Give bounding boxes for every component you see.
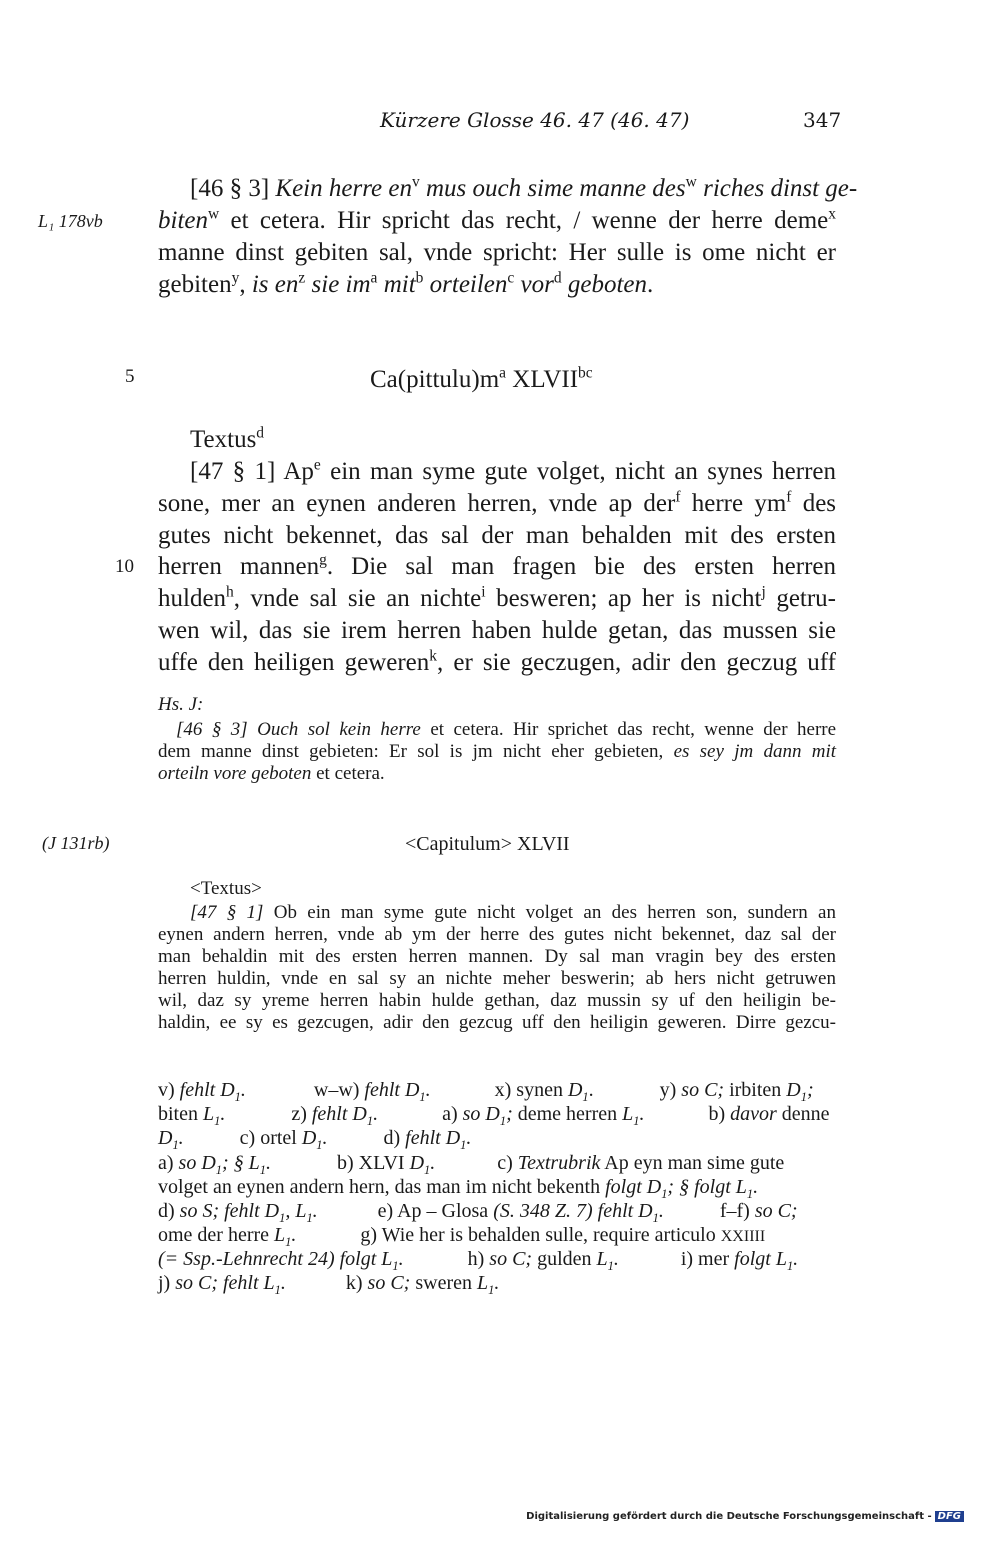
note-k2: k) so C; sweren $L_1$.	[345, 1272, 500, 1297]
hs-j-line-3: orteiln vore geboten et cetera.	[158, 763, 385, 784]
apparatus-line-8: (= Ssp.-Lehnrecht 24) folgt $L_1$. h) so C; gulden $L_1$. i) mer folgt $L_1$.	[158, 1248, 799, 1273]
note-f-f: f–f) so C;	[719, 1200, 798, 1222]
margin-ref-l1: L₁ 178vb	[38, 211, 103, 231]
hs-j-line-2: dem manne dinst gebieten: Er sol is jm nicht eher gebieten, es sey jm dann mit	[158, 741, 837, 762]
apparatus-line-6	[158, 1199, 836, 1223]
j-capitulum-heading: <Capitulum> XLVII	[405, 833, 570, 855]
j-text-line-1: [47 § 1] Ob ein man syme gute nicht volget an des herren son, sundern an	[190, 902, 836, 923]
apparatus-line-3: $D_1$. c) ortel $D_1$. d) fehlt $D_1$.	[158, 1127, 472, 1152]
main-line-9: hulden$^h$, vnde sal sie an nichte$^i$ besweren; ap her is nicht$^j$ getru-	[158, 583, 837, 612]
note-b2: b) XLVI $D_1$.	[336, 1152, 436, 1177]
hs-j-label: Hs. J:	[158, 694, 204, 715]
j-text-line-6: haldin, ee sy es gezcugen, adir den gezcug uff den heiligin geweren. Dirre gezcu-	[158, 1012, 836, 1033]
hs-j-line-1: [46 § 3] Ouch sol kein herre et cetera. Hir sprichet das recht, wenne der herre	[176, 719, 837, 740]
j-text-line-3: man behaldin mit des ersten herren mannen. Dy sal man vragin bey des ersten	[158, 946, 836, 967]
note-x: x) synen $D_1$.	[494, 1079, 594, 1104]
main-line-11: uffe den heiligen geweren$^k$, er sie geczugen, adir den geczug uff	[158, 647, 836, 676]
note-e2: e) Ap – Glosa (S. 348 Z. 7) fehlt $D_1$.	[377, 1200, 664, 1225]
chapter-heading: $Ca(pittulu)m^a$ $XLVII^{bc}$	[370, 364, 593, 393]
apparatus-line-4	[158, 1151, 836, 1175]
main-line-7: gutes nicht bekennet, das sal der man behalden mit des ersten	[158, 522, 836, 549]
page-number: 347	[803, 108, 842, 132]
dfg-credit	[526, 1511, 964, 1522]
dfg-logo: DFG	[935, 1511, 964, 1522]
main-line-2: biten$^w$ et cetera. Hir spricht das recht, / wenne der herre deme$^x$	[158, 205, 836, 234]
note-d: d) fehlt $D_1$.	[383, 1127, 472, 1152]
apparatus-line-5: volget an eynen andern hern, das man im nicht bekenth folgt $D_1$; § folgt $L_1$.	[158, 1176, 759, 1201]
line-number-10: 10	[115, 556, 134, 577]
apparatus-line-9	[158, 1271, 836, 1295]
note-y: y) so C; irbiten $D_1$;	[659, 1079, 814, 1104]
note-i2: i) mer folgt $L_1$.	[680, 1248, 799, 1273]
j-textus-heading: <Textus>	[190, 878, 262, 899]
textus-heading: Textus$^d$	[190, 424, 265, 453]
apparatus-line-7: ome der herre $L_1$. g) Wie her is behalden sulle, require articulo XXIIII	[158, 1224, 766, 1249]
apparatus-line-2: biten $L_1$. z) fehlt $D_1$. a) so $D_1$; deme herren $L_1$. b) davor denne	[158, 1103, 830, 1128]
note-h2: h) so C; gulden $L_1$.	[467, 1248, 619, 1273]
main-line-6: sone, mer an eynen anderen herren, vnde ap der$^f$ herre $ym^f$ des	[158, 488, 837, 517]
main-line-1: [46 § 3] Kein herre $en^v$ mus ouch sime manne des$^w$ riches dinst ge-	[190, 173, 858, 202]
main-line-8: herren mannen$^g$. Die sal man fragen bie des ersten herren	[158, 551, 836, 580]
note-c: c) ortel $D_1$.	[239, 1127, 328, 1152]
note-w-w: w–w) fehlt $D_1$.	[313, 1079, 431, 1104]
apparatus-line-1	[158, 1078, 836, 1102]
note-a2: a) so $D_1$; § $L_1$.	[158, 1152, 271, 1177]
dfg-credit-text: Digitalisierung gefördert durch die Deutsche Forschungsgemeinschaft -	[526, 1511, 932, 1522]
note-z: z) fehlt $D_1$.	[291, 1103, 379, 1128]
note-j2: j) so C; fehlt $L_1$.	[158, 1272, 286, 1297]
main-line-5: [47 § 1] Ap$^e$ ein man syme gute volget, nicht an synes herren	[190, 456, 837, 485]
note-c2: c) Textrubrik Ap eyn man sime gute	[497, 1152, 785, 1174]
running-title: Kürzere Glosse 46. 47 (46. 47)	[380, 108, 690, 132]
j-text-line-5: wil, daz sy yreme herren habin hulde gethan, daz mussin sy uf den heiligin be-	[158, 990, 836, 1011]
main-line-10: wen wil, das sie irem herren haben hulde getan, das mussen sie	[158, 617, 836, 644]
note-b: b) davor denne	[708, 1103, 830, 1125]
line-number-5: 5	[125, 366, 135, 387]
note-g2: g) Wie her is behalden sulle, require articulo XXIIII	[360, 1224, 766, 1246]
margin-ref-j: (J 131rb)	[42, 833, 110, 853]
note-a: a) so $D_1$; deme herren $L_1$.	[442, 1103, 645, 1128]
main-line-4: gebiten$^y$, is $en^z$ sie $im^a$ mit$^b$ orteilen$^c$ vor$^d$ geboten.	[158, 269, 654, 298]
main-line-3: manne dinst gebiten sal, vnde spricht: Her sulle is ome nicht er	[158, 239, 836, 266]
j-text-line-4: herren huldin, vnde en sal sy an nichte meher beswerin; ab hers nicht getruwen	[158, 968, 836, 989]
j-text-line-2: eynen andern herren, vnde ab ym der herre des gutes nicht bekennet, daz sal der	[158, 924, 836, 945]
note-v: v) fehlt $D_1$.	[158, 1079, 246, 1104]
note-d2: d) so S; fehlt $D_1$, $L_1$.	[158, 1200, 318, 1225]
